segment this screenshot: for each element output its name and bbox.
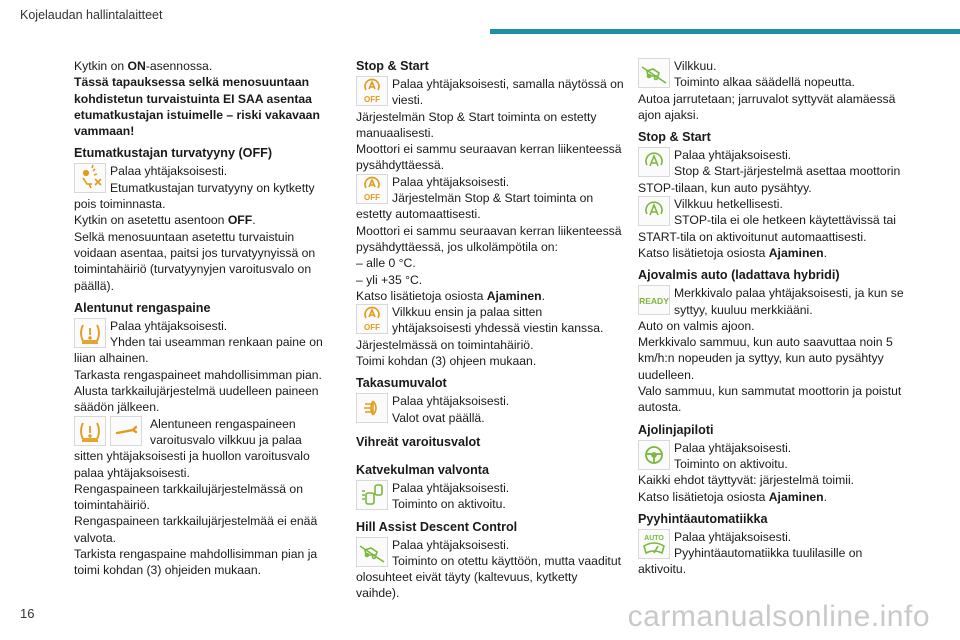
tyre-pressure-icon [74,318,106,348]
intro-text: Kytkin on ON-asennossa. [74,59,213,73]
page-number: 16 [20,606,35,621]
column-3: Vilkkuu. Toiminto alkaa säädellä nopeutta. Autoa jarrutetaan; jarruvalot syttyvät alamäessä ajon ajaksi. Stop & Start Palaa yhtäjaksoisesti. Stop & Start-järjestelmä asettaa moottorin STOP-tilaan, kun auto pysähtyy. Vilkkuu hetkellisesti. STOP-tila ei ole hetkeen käytettävissä tai START-tila on aktivoitunut automaattisesti. Katso lisätietoja osiosta Ajaminen. Ajovalmis auto (ladattava hybridi) READY Merkkivalo palaa yhtäjaksoisesti, ja kun se syttyy, kuuluu merkkiääni. Auto on valmis ajoon. Merkkivalo sammuu, kun auto saavuttaa noin 5 km/h:n nopeuden ja syttyy, kun auto pysähtyy uudelleen. Valo sammuu, kun sammutat moottorin ja poistut autosta. Ajolinjapiloti Palaa yhtäjaksoisesti. Toiminto on aktivoitu. Kaikki ehdot täyttyvät: järjestelmä toimii. Katso lisätietoja osiosta Ajaminen. Pyyhintäautomatiikka AUTO Palaa yhtäjaksoisesti. Pyyhintäautomatiikka tuulilasille on aktivoitu. [638,59,904,577]
airbag-off-icon [74,163,106,193]
ready-heading: Ajovalmis auto (ladattava hybridi) [638,268,840,283]
hill-descent-heading: Hill Assist Descent Control [356,519,518,534]
svg-text:OFF: OFF [364,192,380,202]
ready-icon [638,285,670,315]
svg-text:OFF: OFF [364,95,380,104]
hill-descent-icon [638,58,670,88]
svg-text:AUTO: AUTO [644,534,664,542]
blindspot-heading: Katvekulman valvonta [356,462,489,477]
svg-text:READY: READY [639,296,669,307]
steering-wheel-icon [638,440,670,470]
rearfog-heading: Takasumuvalot [356,376,447,391]
rear-fog-icon [356,393,388,423]
stop-start-off-icon [356,304,388,334]
green-lights-heading: Vihreät varoitusvalot [356,434,481,449]
driver-heading: Ajolinjapiloti [638,422,714,437]
svg-text:OFF: OFF [364,323,380,333]
wiper-heading: Pyyhintäautomatiikka [638,511,768,526]
tyre-icon-pair [74,416,146,446]
header-accent-bar [490,29,960,34]
stop-start-icon [638,196,670,226]
blind-spot-icon [356,480,388,510]
tyre-heading: Alentunut rengaspaine [74,300,211,315]
stopstart-heading: Stop & Start [356,59,429,73]
warning-text: Tässä tapauksessa selkä menosuuntaan kohdistetun turvaistuinta EI SAA asentaa etumatkustajan istuimelle – riski vakavaan vammaan! [74,75,320,139]
tyre-pressure-icon [74,416,106,446]
auto-wiper-icon [638,529,670,559]
stop-start-off-icon [356,76,388,106]
column-2: Stop & Start OFF Palaa yhtäjaksoisesti, samalla näytössä on viesti. Järjestelmän Stop & Start toiminta on estetty manuaalisesti. Moottori ei sammu seuraavan kerran liikenteessä pysähdyttäessä. OFF Palaa yhtäjaksoisesti. Järjestelmän Stop & Start toiminta on estetty automaattisesti. Moottori ei sammu seuraavan kerran liikenteessä pysähdyttäessä, jos ulkolämpötila on: – alle 0 °C. – yli +35 °C. Katso lisätietoja osiosta Ajaminen. OFF Vilkkuu ensin ja palaa sitten yhtäjaksoisesti yhdessä viestin kanssa. Järjestelmässä on toimintahäiriö. Toimi kohdan (3) ohjeen mukaan. Takasumuvalot Palaa yhtäjaksoisesti. Valot ovat päällä. Vihreät varoitusvalot Katvekulman valvonta Palaa yhtäjaksoisesti. Toiminto on aktivoitu. Hill Assist Descent Control Palaa yhtäjaksoisesti. Toiminto on otettu käyttöön, mutta vaaditut olosuhteet eivät täyty (kaltevuus, kytketty vaihde). [356,59,624,601]
header-title: Kojelaudan hallintalaitteet [20,8,163,22]
column-1: Kytkin on ON-asennossa. Tässä tapauksessa selkä menosuuntaan kohdistetun turvaistuinta EI SAA asentaa etumatkustajan istuimelle – riski vakavaan vammaan! Etumatkustajan turvatyyny (OFF) Palaa yhtäjaksoisesti. Etumatkustajan turvatyyny on kytketty pois toiminnasta. Kytkin on asetettu asentoon OFF. Selkä menosuuntaan asetettu turvaistuin voidaan asentaa, paitsi jos turvatyynyissä on toimintahäiriö (turvatyynyjen varoitusvalo on päällä). Alentunut rengaspaine Palaa yhtäjaksoisesti. Yhden tai useamman renkaan paine on liian alhainen. Tarkasta rengaspaineet mahdollisimman pian. Alusta tarkkailujärjestelmä uudelleen paineen säädön jälkeen. Alentuneen rengaspaineen varoitusvalo vilkkuu ja palaa sitten yhtäjaksoisesti ja huollon varoitusvalo palaa yhtäjaksoisesti. Rengaspaineen tarkkailujärjestelmässä on toimintahäiriö. Rengaspaineen tarkkailujärjestelmää ei enää valvota. Tarkista rengaspaine mahdollisimman pian ja toimi kohdan (3) ohjeiden mukaan. [74,59,323,578]
watermark: carmanualsonline.info [627,600,930,633]
stopstart-green-heading: Stop & Start [638,130,711,145]
airbag-heading: Etumatkustajan turvatyyny (OFF) [74,146,273,161]
wrench-icon [110,416,142,446]
stop-start-off-icon [356,174,388,204]
hill-descent-icon [356,537,388,567]
stop-start-icon [638,147,670,177]
